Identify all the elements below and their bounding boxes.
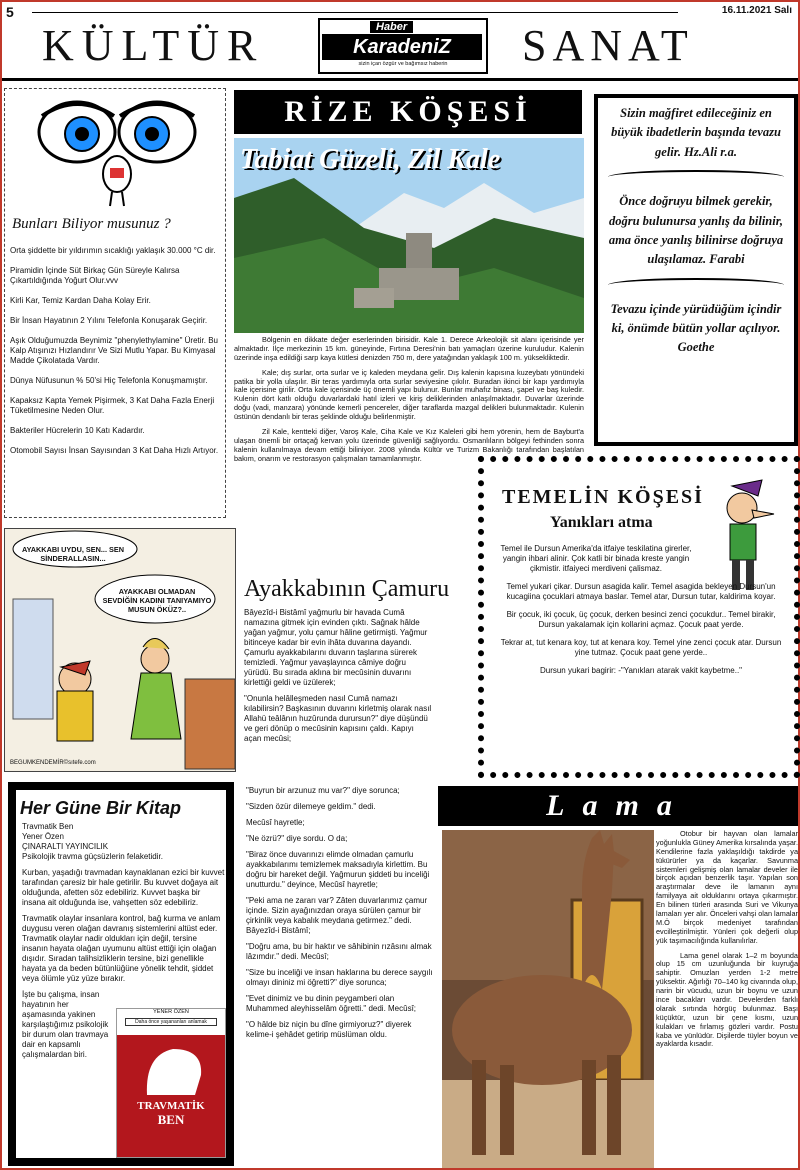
comic-illustration [5, 529, 236, 772]
quote-goethe: Tevazu içinde yürüdüğüm içindir ki, önümde bütün yollar açılıyor. Goethe [610, 301, 782, 355]
ayakkabi-paragraph: "Size bu inceliği ve insan haklarına bu derece saygılı olmayı dininiz mi öğretti?" diye sorunca; [246, 968, 433, 987]
book-paragraph: Kurban, yaşadığı travmadan kaynaklanan ezici bir kuvvet tarafından çaresiz bir hale getirilir. Bu kuvvet doğaya ait olduğunda, afetten söz edebiliriz. Kuvvet başka bir insana ait olduğunda ise, vahşetten söz edebiliriz. [22, 868, 225, 907]
ayakkabi-paragraph: "Peki ama ne zararı var? Zâten duvarlarımız çamur içinde. Sizin ayağınızdan oraya sürülen çamur bir çirkinlik veya kabalık meydana getirmez." dedi. Bâyezîd-i Bistâmî; [246, 896, 428, 935]
rize-paragraph: Zil Kale, kentteki diğer, Varoş Kale, Ciha Kale ve Kız Kaleleri gibi hem yörenin, hem de Bayburt'a ulaşan önemli bir ortaçağ kervan yolu üzerinde güvenliği sağlıyordu. Osmanlıların bölgeyi fethinden sonra kalenin kullanılmaya devam ettiği biliniyor. 2008 yılında Kültür ve Turizm Bakanlığı tarafından başlatılan bakım, onarım ve restorasyon çalışmaları tamamlanmıştır. [234, 427, 584, 463]
book-cover-art [117, 1035, 225, 1157]
temel-title: TEMELİN KÖŞESİ [502, 486, 704, 508]
lama-paragraph: Lama genel olarak 1–2 m boyunda olup 15 cm uzunluğunda bir kuyruğa sahiptir. Omuzları yerden 1-2 metre yüksektir. Ağırlığı 70–140 kg civarında olup, narin bir vücudu, uzun bir boynu ve uzun ince bacakları vardır. Develerden farklı olarak sırtında hörgüç bulunmaz. Başı küçüktür, uzun bir çene kısmı, uzun kulakları ve fırlamış gözleri vardır. Postu kaba ve yünlüdür. Dişilerde tüyler boyun ve ayaklarda kısadır. [656, 950, 798, 1049]
trivia-item: Kapaksız Kapta Yemek Pişirmek, 3 Kat Daha Fazla Enerji Tüketilmesine Neden Olur. [10, 396, 215, 415]
section-title-left: KÜLTÜR [42, 21, 265, 70]
ayakkabi-paragraph: "Buyrun bir arzunuz mu var?" diye sorunca; [246, 786, 400, 795]
ayakkabi-paragraph: Mecûsî hayretle; [246, 818, 305, 827]
rize-section-header: RİZE KÖŞESİ [234, 90, 582, 134]
ayakkabi-paragraph: "Sizden özür dilemeye geldim." dedi. [246, 802, 376, 811]
llama-photo [442, 830, 654, 1168]
header-rule [2, 78, 798, 81]
trivia-item: Piramidin İçinde Süt Birkaç Gün Süreyle Kalırsa Çıkartıldığında Yoğurt Olur.vvv [10, 266, 180, 285]
section-title-right: SANAT [522, 21, 694, 70]
lama-article [656, 830, 798, 1055]
rize-paragraph: Kale; dış surlar, orta surlar ve iç kaleden meydana gelir. Dış kalenin kapısına kuzeybatı yönündeki patika bir yolla ulaşılır. Bir teras yardımıyla orta surlar seviyesine çıkılır. Buradan ikinci bir kapı yardımıyla kale içerisine girilir. Orta kale içerisinde üç önemli yapı bulunur. Bunlar muhafız binası, şapel ve baş kuledir. Kulenin dört katlı olduğu duvarlardaki hatıl izleri ve kiriş deliklerinden anlaşılmaktadır. Duvarlar üzerinde doğu (vadi, manzara) yönünde kemerli pencereler, diğer taraflarda mazgal delikleri bulunmaktadır. Kulenin üstünün dendanlı bir teras şeklinde olduğu belirlenmiştir. [234, 367, 584, 422]
trivia-item: Bakteriler Hücrelerin 10 Katı Kadardır. [10, 426, 145, 435]
trivia-item: Bir İnsan Hayatının 2 Yılını Telefonla Konuşarak Geçirir. [10, 316, 208, 325]
lama-paragraph: Otobur bir hayvan olan lamalar yoğunlukla Güney Amerika kırsalında yaşar. Kendilerine fazla yaklaşıldığı takdirde ya tükürürler ya da kaçarlar. Savunma sistemleri gelişmiş olan lamalar develer ile birçok açıdan benzerlik taşır. Yapılan son araştırmalar deve ile lamanın aynı familyaya ait olduklarını ortaya çıkarmıştır. En bilinen türleri arasında Suri ve Vikunya lamaları yer alır. Önceleri vahşi olan lamalar M.Ö birçok medeniyet tarafından evcilleştirilmiştir. Yünleri çok değerli olup yük taşımacılığında kullanılırlar. [656, 829, 798, 945]
logo-top-text: Haber [370, 21, 413, 33]
trivia-item: Dünya Nüfusunun % 50'si Hiç Telefonla Konuşmamıştır. [10, 376, 208, 385]
logo-main-text: KaradeniZ [322, 34, 482, 60]
trivia-item: Aşık Olduğumuzda Beynimiz "phenylethylamine" Üretir. Bu Kalp Atışınızı Hızlandırır Ve Sizi Mutlu Yapar. Bu Kimyasal Madde Çikolatada Vardır. [10, 336, 218, 365]
rize-article [234, 336, 584, 470]
book-author: Yener Özen [22, 832, 64, 841]
issue-date: 16.11.2021 Salı [721, 5, 792, 16]
ayakkabi-paragraph: "Biraz önce duvarınızı elimde olmadan çamurlu ayakkabılarımı temizlemek maksadıyla kirlettim. Bu doğru bir hareket değil. Yağmurun şiddeti bu inceliği unutturdu." deyince, Mecûsî hayretle; [246, 850, 430, 889]
ayakkabi-paragraph: "Ne özrü?" diye sordu. O da; [246, 834, 348, 843]
book-subtitle: Psikolojik travma güçsüzlerin felaketidir. [22, 852, 163, 861]
wave-divider [608, 170, 784, 184]
quote-farabi: Önce doğruyu bilmek gerekir, doğru bulunursa yanlış da bilinir, ama önce yanlış bilinirse doğruya ulaşılamaz. Farabi [608, 194, 784, 267]
head-silhouette-icon [117, 1035, 225, 1095]
trivia-item: Kirli Kar, Temiz Kardan Daha Kolay Erir. [10, 296, 151, 305]
temel-paragraph: Bir çocuk, iki çocuk, üç çocuk, derken besinci zenci çocukdur.. Temel birakir, Dursun yakalamak için kollarini açmaz. Çocuk paat yerde. [506, 610, 776, 629]
ayakkabi-article-continued [246, 786, 436, 1046]
ayakkabi-title: Ayakkabının Çamuru [244, 576, 450, 602]
book-title: Travmatik Ben [22, 822, 74, 831]
rize-photo-title: Tabiat Güzeli, Zil Kale [240, 144, 501, 175]
quotes-box [594, 94, 798, 446]
ayakkabi-article [244, 608, 432, 750]
top-rule [32, 12, 678, 13]
book-publisher: ÇINARALTI YAYINCILIK [22, 842, 109, 851]
ayakkabi-paragraph: "Onunla helâlleşmeden nasıl Cumâ namazı kılabilirsin? Başkasının duvarını kirletmiş olarak nasıl Allahü teâlânın huzûrunda durursun?" diye düşündü ve geri dönüp o mecûsinin kapısını çaldı. Kapıyı açan mecûsi; [244, 694, 432, 743]
temel-story [496, 544, 786, 684]
temel-paragraph: Temel yukari çikar. Dursun asagida kalir. Temel asagida bekleyen Dursun'un kucagiina çocuklari atmaya baslar. Temel atar, Dursun tutar, kaldirima koyar. [506, 582, 776, 601]
comic-bubble-1: AYAKKABI UYDU, SEN... SEN SİNDERALLASIN... [21, 545, 125, 563]
temel-paragraph: Tekrar at, tut kenara koy, tut at kenara koy. Temel yine zenci çocuk atar. Dursun yine tutmaz. Çocuk paat gene yerde.. [500, 638, 782, 657]
temel-paragraph: Temel ile Dursun Amerika'da itfaiye teskilatina girerler, yangin ihbari alinir. Çok katli bir binada kreste yangin çikmistir. itfaiyeci merdiveni çalismaz. [500, 544, 692, 573]
trivia-title: Bunları Biliyor musunuz ? [12, 216, 171, 232]
comic-bubble-2: AYAKKABI OLMADAN SEVDİĞİN KADINI TANIYAMIYO MUSUN ÖKÜZ?.. [102, 587, 212, 614]
quote-ali: Sizin mağfiret edileceğiniz en büyük ibadetlerin başında tevazu gelir. Hz.Ali r.a. [611, 106, 781, 159]
comic-signature: BEGUMKENDEMİR©sıtefe.com [10, 760, 96, 766]
book-cover-title-1: TRAVMATİK [137, 1100, 205, 1112]
cartoon-eyes-illustration [22, 94, 212, 209]
ayakkabi-paragraph: "Evet dinimiz ve bu dinin peygamberi olan Muhammed aleyhisselâm öğretti." dedi. Mecûsî; [246, 994, 417, 1013]
page-number: 5 [6, 4, 14, 20]
trivia-item: Otomobil Sayısı İnsan Sayısından 3 Kat Daha Hızlı Artıyor. [10, 446, 219, 455]
book-paragraph: Travmatik olaylar insanlara kontrol, bağ kurma ve anlam duygusu veren olağan davranış sistemlerini altüst eder. Travmatik olaylar nadir oldukları için değil, tersine insanın hayata olağan uyumunu altüst ettiği için olağan dışıdır. Sıradan talihsizliklerin tersine, bizi genellikle hayata ya da beden bütünlüğüne yönelik tehdit, şiddet veya ölümle yüz yüze bırakır. [22, 914, 221, 983]
book-cover-line: Daha önce yaşananları anlamak [125, 1018, 217, 1026]
ayakkabi-paragraph: "Doğru ama, bu bir haktır ve sâhibinin rızâsını almak lâzımdır." dedi. Mecûsî; [246, 942, 432, 961]
lama-section-header: Lama [438, 786, 798, 826]
wave-divider [608, 278, 784, 292]
trivia-list [10, 246, 222, 466]
book-section-title: Her Güne Bir Kitap [20, 798, 182, 818]
rize-paragraph: Bölgenin en dikkate değer eserlerinden birisidir. Kale 1. Derece Arkeolojik sit alanı içerisinde yer almaktadır. İlçe merkezinin 15 km. güneyinde, Fırtına Deresi'nin batı yamaçları üzerine kuruludur. Kalenin üzerinde inşa edildiği sarp kaya kütlesi denizden 750 m, dere yatağından yaklaşık 100 m. yüksekliktedir. [234, 335, 584, 362]
temel-subtitle: Yanıkları atma [550, 514, 653, 531]
book-cover [116, 1008, 226, 1158]
ayakkabi-paragraph: Bâyezîd-i Bistâmî yağmurlu bir havada Cumâ namazına gitmek için evinden çıktı. Sağnak hâlde yağan yağmur, yolu çamur hâline getirmişti. Yağmur bitinceye kadar bir evin ihâta duvarına dayandı. Çamurlu ayakkabılarını duvarın taşlarına sürerek temizledi. Yağmur yavaşlayınca câmiye doğru yürüdü. Bu sırada aklına bir mecûsinin duvarını kirlettiği geldi ve üzülerek; [244, 608, 428, 687]
trivia-item: Orta şiddette bir yıldırımın sıcaklığı yaklaşık 30.000 °C dir. [10, 246, 216, 255]
book-paragraph: İşte bu çalışma, insan hayatının her aşamasında yakinen karşılaştığımız psikolojik bir durum olan travmaya dair en kapsamlı çalışmalardan biri. [22, 990, 109, 1059]
logo-slogan: sizin içan özgür ve bağımsız haberin [358, 61, 448, 67]
book-cover-author: YENER ÖZEN [153, 1009, 189, 1015]
temel-paragraph: Dursun yukari bagirir: -"Yanıkları atarak vakit kaybetme.." [539, 666, 743, 675]
newspaper-logo [318, 18, 488, 74]
book-cover-title-2: BEN [157, 1112, 185, 1127]
ayakkabi-paragraph: "O hâlde biz niçin bu dîne girmiyoruz?" diyerek kelime-i şehâdet getirip müslüman oldu. [246, 1020, 412, 1039]
comic-strip [4, 528, 236, 772]
